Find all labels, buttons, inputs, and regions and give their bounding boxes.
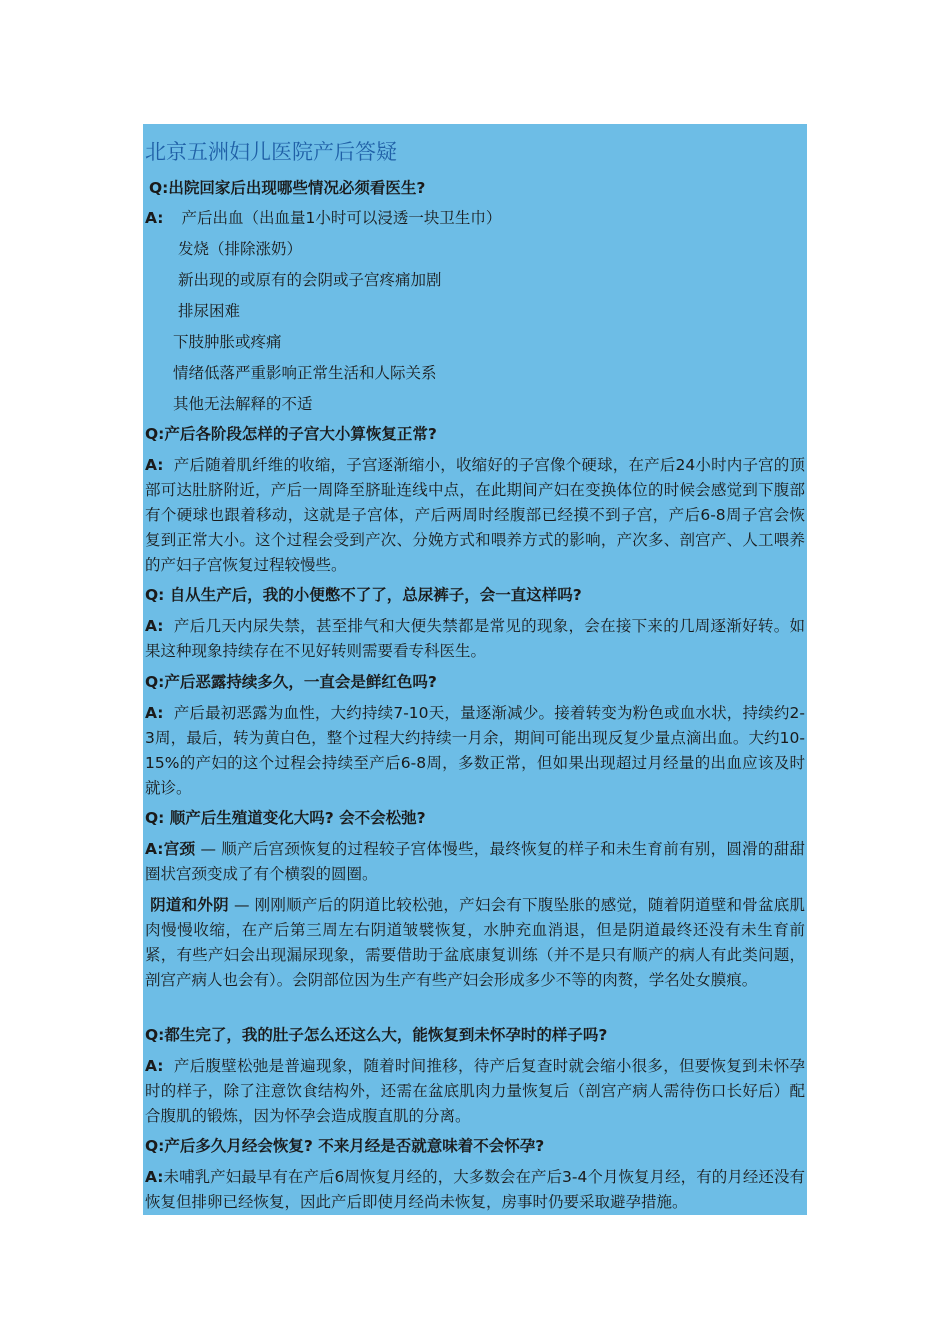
answer-1-line-1 bbox=[145, 206, 501, 231]
answer-2-text: 产后随着肌纤维的收缩，子宫逐渐缩小，收缩好的子宫像个硬球，在产后24小时内子宫的顶部可达肚脐附近，产后一周降至脐耻连线中点，在此期间产妇在变换体位的时候会感觉到下腹部有个硬球也跟着移动，这就是子宫体，产后两周时经腹部已经摸不到子宫，产后6-8周子宫会恢复到正常大小。这个过程会受到产次、分娩方式和喂养方式的影响，产次多、剖宫产、人工喂养的产妇子宫恢复过程较慢些。 bbox=[145, 456, 805, 574]
answer-1-item-7: 其他无法解释的不适 bbox=[173, 395, 313, 413]
question-1: Q:出院回家后出现哪些情况必须看医生? bbox=[149, 179, 426, 197]
answer-3 bbox=[145, 614, 805, 664]
answer-1-item-5: 下肢肿胀或疼痛 bbox=[173, 333, 282, 351]
answer-2 bbox=[145, 453, 805, 578]
question-7: Q:产后多久月经会恢复? 不来月经是否就意味着不会怀孕? bbox=[145, 1137, 545, 1155]
vagina-text: — 刚刚顺产后的阴道比较松弛，产妇会有下腹坠胀的感觉，随着阴道壁和骨盆底肌肉慢慢收缩，在产后第三周左右阴道皱襞恢复，水肿充血消退，但是阴道最终还没有未生育前紧，有些产妇会出现漏尿现象，需要借助于盆底康复训练（并不是只有顺产的病人有此类问题，剖宫产病人也会有）。会阴部位因为生产有些产妇会形成多少不等的肉赘，学名处女膜痕。 bbox=[145, 896, 805, 989]
answer-4 bbox=[145, 701, 805, 801]
answer-1-item-4: 排尿困难 bbox=[178, 302, 241, 320]
answer-mark: A: bbox=[145, 840, 164, 858]
answer-4-text: 产后最初恶露为血性，大约持续7-10天，量逐渐减少。接着转变为粉色或血水状，持续约2-3周，最后，转为黄白色，整个过程大约持续一月余，期间可能出现反复少量点滴出血。大约10-15%的产妇的这个过程会持续至产后6-8周，多数正常，但如果出现超过月经量的出血应该及时就诊。 bbox=[145, 704, 805, 797]
vagina-label: 阴道和外阴 bbox=[150, 896, 229, 914]
question-6: Q:都生完了，我的肚子怎么还这么大，能恢复到未怀孕时的样子吗? bbox=[145, 1026, 608, 1044]
cervix-label: 宫颈 bbox=[163, 840, 196, 858]
answer-1-item-2: 发烧（排除涨奶） bbox=[178, 240, 303, 258]
question-2: Q:产后各阶段怎样的子宫大小算恢复正常? bbox=[145, 425, 437, 443]
answer-7-text: 未哺乳产妇最早有在产后6周恢复月经的，大多数会在产后3-4个月恢复月经，有的月经还没有恢复但排卵已经恢复，因此产后即使月经尚未恢复，房事时仍要采取避孕措施。 bbox=[145, 1168, 805, 1211]
answer-6-text: 产后腹壁松弛是普遍现象，随着时间推移，待产后复查时就会缩小很多，但要恢复到未怀孕时的样子，除了注意饮食结构外，还需在盆底肌肉力量恢复后（剖宫产病人需待伤口长好后）配合腹肌的锻炼，因为怀孕会造成腹直肌的分离。 bbox=[145, 1057, 805, 1125]
answer-mark: A: bbox=[145, 456, 164, 474]
answer-mark: A: bbox=[145, 209, 164, 227]
answer-1-item-3: 新出现的或原有的会阴或子宫疼痛加剧 bbox=[178, 271, 442, 289]
answer-1-item-1: 产后出血（出血量1小时可以浸透一块卫生巾） bbox=[181, 209, 502, 227]
answer-6 bbox=[145, 1054, 805, 1129]
cervix-text: — 顺产后宫颈恢复的过程较子宫体慢些，最终恢复的样子和未生育前有别，圆滑的甜甜圈状宫颈变成了有个横裂的圆圈。 bbox=[145, 840, 805, 883]
question-3: Q: 自从生产后，我的小便憋不了了，总尿裤子，会一直这样吗? bbox=[145, 586, 582, 604]
answer-1-item-6: 情绪低落严重影响正常生活和人际关系 bbox=[173, 364, 437, 382]
answer-3-text: 产后几天内尿失禁，甚至排气和大便失禁都是常见的现象，会在接下来的几周逐渐好转。如果这种现象持续存在不见好转则需要看专科医生。 bbox=[145, 617, 805, 660]
question-5: Q: 顺产后生殖道变化大吗? 会不会松弛? bbox=[145, 809, 426, 827]
answer-mark: A: bbox=[145, 1057, 164, 1075]
answer-5-cervix bbox=[145, 837, 805, 887]
answer-5-vagina bbox=[145, 893, 805, 993]
answer-7 bbox=[145, 1165, 805, 1215]
document-title: 北京五洲妇儿医院产后答疑 bbox=[145, 140, 397, 164]
question-4: Q:产后恶露持续多久，一直会是鲜红色吗? bbox=[145, 673, 437, 691]
answer-mark: A: bbox=[145, 704, 164, 722]
answer-mark: A: bbox=[145, 617, 164, 635]
document-panel bbox=[143, 124, 807, 1215]
answer-mark: A: bbox=[145, 1168, 164, 1186]
